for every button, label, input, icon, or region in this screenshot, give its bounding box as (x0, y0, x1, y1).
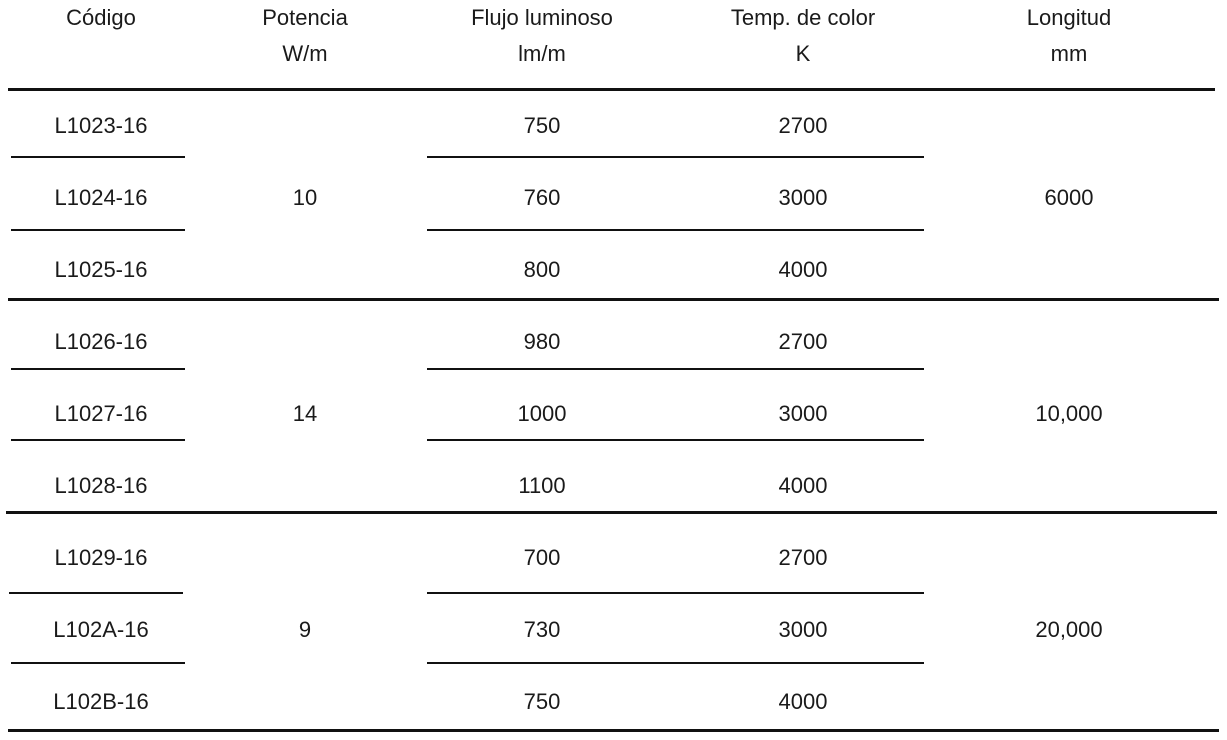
length-cell: 10,000 (1035, 401, 1103, 426)
flux-cell: 750 (523, 689, 561, 714)
length-cell: 20,000 (1035, 617, 1103, 642)
flux-cell: 980 (523, 329, 561, 354)
header-rule (8, 88, 1215, 91)
power-cell: 10 (292, 185, 318, 210)
row-divider-values (427, 439, 924, 441)
temp-cell: 4000 (778, 689, 828, 714)
temp-cell: 4000 (778, 257, 828, 282)
flux-cell: 700 (523, 545, 561, 570)
flux-cell: 730 (523, 617, 561, 642)
code-cell: L1023-16 (54, 113, 148, 138)
row-divider-code (11, 439, 185, 441)
temp-cell: 3000 (778, 617, 828, 642)
flux-cell: 1100 (518, 473, 566, 498)
code-cell: L102A-16 (53, 617, 149, 642)
temp-cell: 2700 (778, 545, 828, 570)
row-divider-values (427, 592, 924, 594)
group-rule (6, 511, 1217, 514)
table-bottom-rule (8, 729, 1219, 732)
code-cell: L1025-16 (54, 257, 148, 282)
header-flux: Flujo luminoso (471, 5, 613, 30)
temp-cell: 4000 (778, 473, 828, 498)
code-cell: L1027-16 (54, 401, 148, 426)
code-cell: L102B-16 (53, 689, 149, 714)
temp-cell: 2700 (778, 113, 828, 138)
code-cell: L1026-16 (54, 329, 148, 354)
temp-cell: 3000 (778, 401, 828, 426)
row-divider-code (9, 592, 183, 594)
code-cell: L1024-16 (54, 185, 148, 210)
row-divider-code (11, 229, 185, 231)
flux-cell: 750 (523, 113, 561, 138)
temp-cell: 2700 (778, 329, 828, 354)
power-cell: 9 (298, 617, 312, 642)
header-code: Código (66, 5, 136, 30)
flux-cell: 1000 (517, 401, 567, 426)
row-divider-values (427, 368, 924, 370)
header-power-unit: W/m (282, 41, 328, 66)
temp-cell: 3000 (778, 185, 828, 210)
row-divider-code (11, 368, 185, 370)
length-cell: 6000 (1044, 185, 1094, 210)
group-rule (8, 298, 1219, 301)
row-divider-values (427, 229, 924, 231)
header-power: Potencia (262, 5, 348, 30)
header-length: Longitud (1026, 5, 1112, 30)
header-length-unit: mm (1050, 41, 1088, 66)
flux-cell: 800 (523, 257, 561, 282)
row-divider-code (11, 156, 185, 158)
row-divider-values (427, 662, 924, 664)
header-color-temp: Temp. de color (730, 5, 876, 30)
header-color-temp-unit: K (795, 41, 811, 66)
flux-cell: 760 (523, 185, 561, 210)
row-divider-code (11, 662, 185, 664)
code-cell: L1029-16 (54, 545, 148, 570)
header-flux-unit: lm/m (518, 41, 566, 66)
row-divider-values (427, 156, 924, 158)
power-cell: 14 (292, 401, 318, 426)
code-cell: L1028-16 (54, 473, 148, 498)
